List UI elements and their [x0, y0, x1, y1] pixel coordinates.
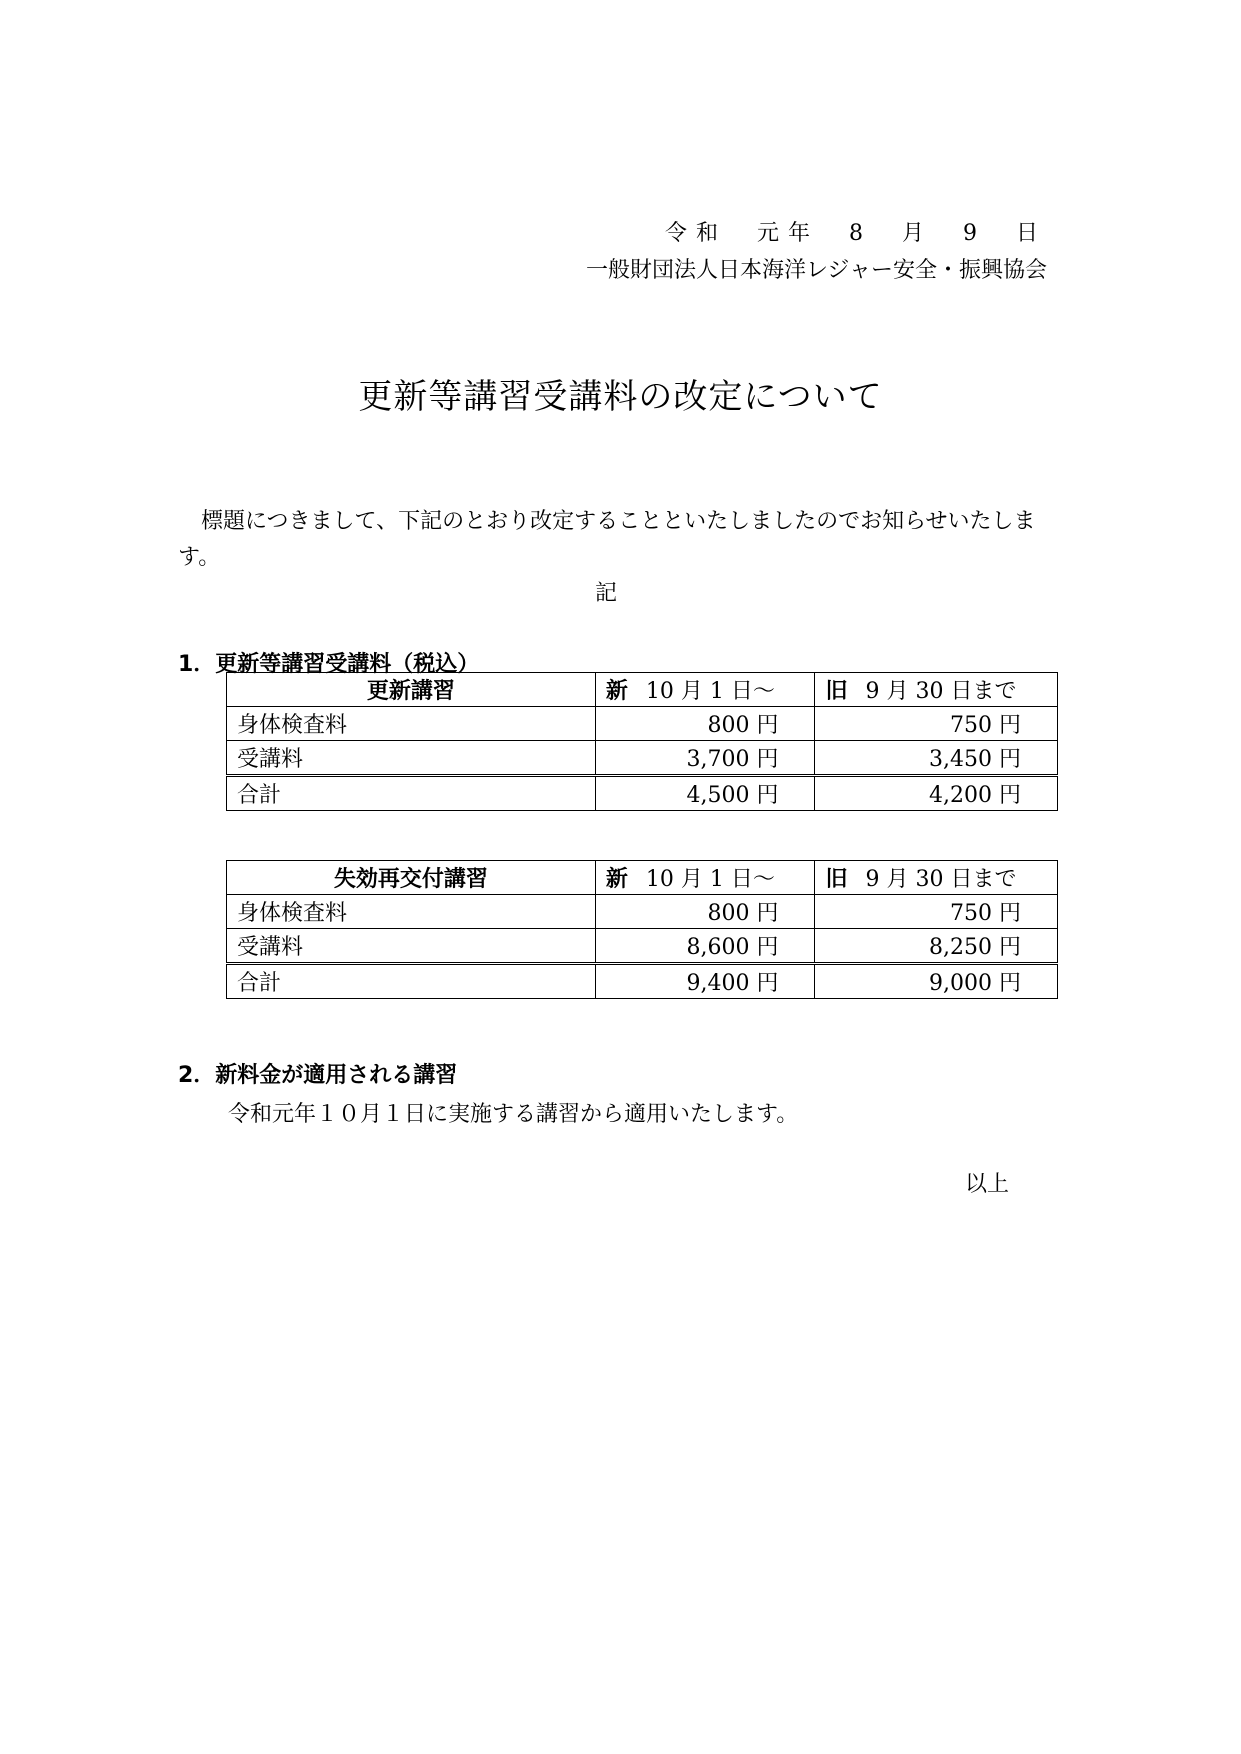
- old-fee-header: [815, 861, 1058, 895]
- fee-table-renewal: [226, 672, 1058, 811]
- table-total-row: [227, 776, 1058, 811]
- new-fee-cell: 4,500 円: [595, 776, 815, 811]
- new-label: 新: [605, 867, 628, 892]
- new-date: 10 月 1 日～: [645, 867, 775, 892]
- table-header-row: [227, 861, 1058, 895]
- item-cell: 合計: [227, 776, 596, 811]
- new-fee-cell: 800 円: [595, 707, 815, 741]
- old-fee-cell: 3,450 円: [815, 741, 1058, 776]
- fee-table-reissue: [226, 860, 1058, 999]
- table-total-row: [227, 964, 1058, 999]
- old-fee-cell: 8,250 円: [815, 929, 1058, 964]
- issuing-organization: 一般財団法人日本海洋レジャー安全・振興協会: [585, 258, 1047, 283]
- section1-heading: 1．更新等講習受講料（税込）: [178, 652, 480, 677]
- old-fee-cell: 750 円: [815, 895, 1058, 929]
- item-cell: 合計: [227, 964, 596, 999]
- section2-text: 令和元年１０月１日に実施する講習から適用いたします。: [228, 1102, 799, 1127]
- old-fee-cell: 4,200 円: [815, 776, 1058, 811]
- table-row: [227, 929, 1058, 964]
- table-row: [227, 741, 1058, 776]
- ki-marker: 記: [595, 581, 618, 606]
- table-row: [227, 895, 1058, 929]
- document-date: 令和 元年 8 月 9 日: [665, 221, 1047, 246]
- old-label: 旧: [825, 679, 848, 704]
- closing-mark: 以上: [965, 1172, 1010, 1197]
- new-fee-cell: 9,400 円: [595, 964, 815, 999]
- new-fee-header: [595, 861, 815, 895]
- new-fee-header: [595, 673, 815, 707]
- item-cell: 受講料: [227, 741, 596, 776]
- course-name: 失効再交付講習: [227, 861, 596, 895]
- table-row: [227, 707, 1058, 741]
- old-date: 9 月 30 日まで: [865, 679, 1017, 704]
- item-cell: 受講料: [227, 929, 596, 964]
- old-date: 9 月 30 日まで: [865, 867, 1017, 892]
- old-fee-cell: 750 円: [815, 707, 1058, 741]
- document-title: 更新等講習受講料の改定について: [358, 377, 883, 417]
- old-label: 旧: [825, 867, 848, 892]
- section2-heading: 2．新料金が適用される講習: [178, 1063, 458, 1088]
- new-date: 10 月 1 日～: [645, 679, 775, 704]
- new-fee-cell: 3,700 円: [595, 741, 815, 776]
- new-fee-cell: 800 円: [595, 895, 815, 929]
- old-fee-header: [815, 673, 1058, 707]
- item-cell: 身体検査料: [227, 707, 596, 741]
- course-name: 更新講習: [227, 673, 596, 707]
- intro-paragraph: 標題につきまして、下記のとおり改定することといたしましたのでお知らせいたします。: [178, 509, 1036, 570]
- new-fee-cell: 8,600 円: [595, 929, 815, 964]
- old-fee-cell: 9,000 円: [815, 964, 1058, 999]
- new-label: 新: [605, 679, 628, 704]
- table-header-row: [227, 673, 1058, 707]
- item-cell: 身体検査料: [227, 895, 596, 929]
